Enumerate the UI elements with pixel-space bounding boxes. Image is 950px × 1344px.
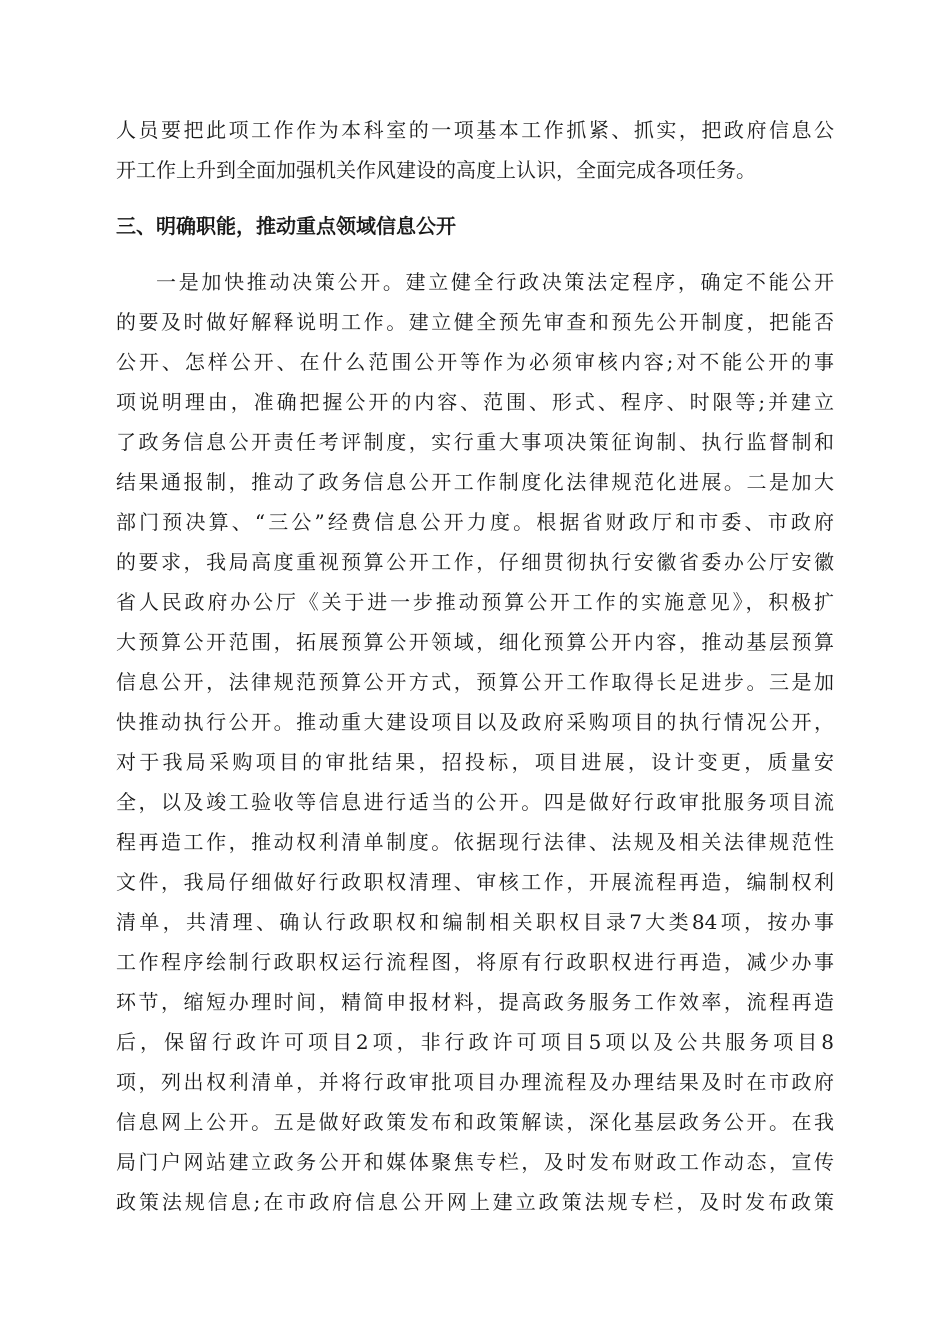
- text-line: 项说明理由，准确把握公开的内容、范围、形式、程序、时限等;并建立: [116, 390, 834, 414]
- paragraph-continuation: [116, 110, 834, 190]
- text-line: 工作程序绘制行政职权运行流程图，将原有行政职权进行再造，减少办事: [116, 950, 834, 974]
- paragraph-body: [116, 262, 834, 1222]
- document-body: [116, 110, 834, 1222]
- text-line: 局门户网站建立政务公开和媒体聚焦专栏，及时发布财政工作动态，宣传: [116, 1150, 834, 1174]
- text-line: 省人民政府办公厅《关于进一步推动预算公开工作的实施意见》，积极扩: [116, 590, 834, 614]
- section-heading: 三、明确职能，推动重点领域信息公开: [116, 214, 456, 238]
- text-line: 全，以及竣工验收等信息进行适当的公开。四是做好行政审批服务项目流: [116, 790, 834, 814]
- text-line: 部门预决算、“三公”经费信息公开力度。根据省财政厅和市委、市政府: [116, 510, 834, 534]
- text-line: 环节，缩短办理时间，精简申报材料，提高政务服务工作效率，流程再造: [116, 990, 834, 1014]
- text-line: 公开、怎样公开、在什么范围公开等作为必须审核内容;对不能公开的事: [116, 350, 834, 374]
- text-line: 项，列出权利清单，并将行政审批项目办理流程及办理结果及时在市政府: [116, 1070, 834, 1094]
- text-line: 程再造工作，推动权利清单制度。依据现行法律、法规及相关法律规范性: [116, 830, 834, 854]
- text-line: 信息网上公开。五是做好政策发布和政策解读，深化基层政务公开。在我: [116, 1110, 834, 1134]
- text-line: 人员要把此项工作作为本科室的一项基本工作抓紧、抓实，把政府信息公: [116, 118, 834, 142]
- text-line: 一是加快推动决策公开。建立健全行政决策法定程序，确定不能公开: [156, 270, 834, 294]
- text-line: 了政务信息公开责任考评制度，实行重大事项决策征询制、执行监督制和: [116, 430, 834, 454]
- text-line: 政策法规信息;在市政府信息公开网上建立政策法规专栏，及时发布政策: [116, 1190, 834, 1214]
- text-line: 的要及时做好解释说明工作。建立健全预先审查和预先公开制度，把能否: [116, 310, 834, 334]
- text-line: 文件，我局仔细做好行政职权清理、审核工作，开展流程再造，编制权利: [116, 870, 834, 894]
- text-line: 开工作上升到全面加强机关作风建设的高度上认识，全面完成各项任务。: [116, 158, 756, 182]
- text-line: 清单，共清理、确认行政职权和编制相关职权目录7大类84项，按办事: [116, 910, 834, 934]
- text-line: 大预算公开范围，拓展预算公开领域，细化预算公开内容，推动基层预算: [116, 630, 834, 654]
- text-line: 对于我局采购项目的审批结果，招投标，项目进展，设计变更，质量安: [116, 750, 834, 774]
- text-line: 快推动执行公开。推动重大建设项目以及政府采购项目的执行情况公开，: [116, 710, 834, 734]
- text-line: 信息公开，法律规范预算公开方式，预算公开工作取得长足进步。三是加: [116, 670, 834, 694]
- text-line: 的要求，我局高度重视预算公开工作，仔细贯彻执行安徽省委办公厅安徽: [116, 550, 834, 574]
- text-line: 结果通报制，推动了政务信息公开工作制度化法律规范化进展。二是加大: [116, 470, 834, 494]
- text-line: 后，保留行政许可项目2项，非行政许可项目5项以及公共服务项目8: [116, 1030, 834, 1054]
